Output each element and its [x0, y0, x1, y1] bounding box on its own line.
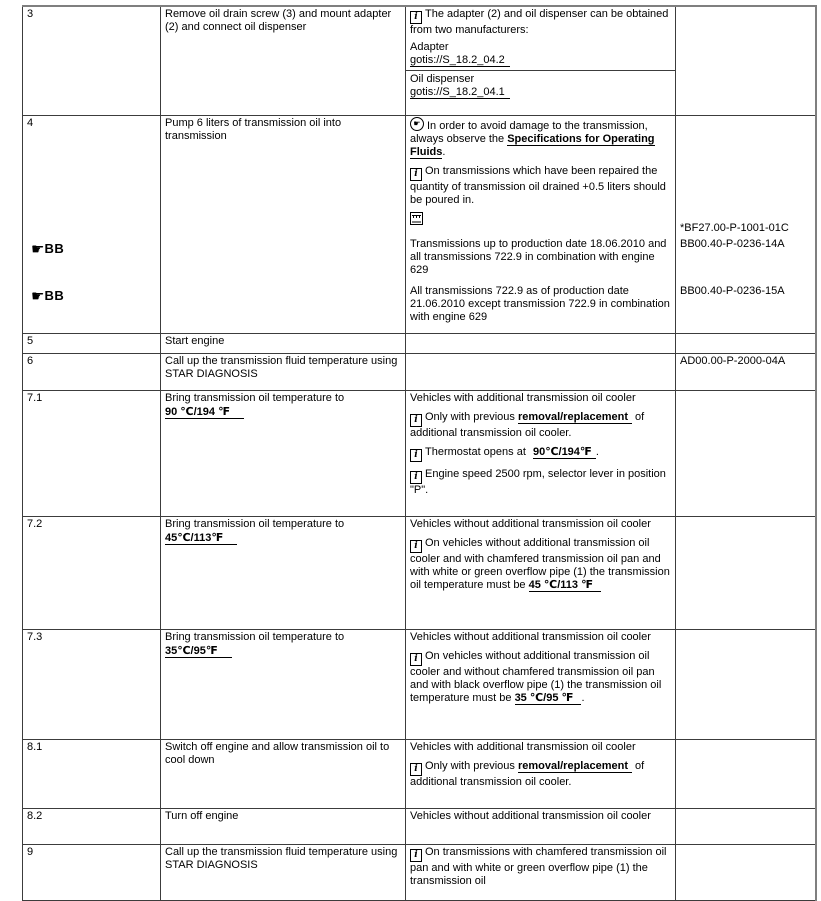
code-cell: [676, 237, 816, 284]
info-icon: i: [410, 653, 422, 666]
info-icon: i: [410, 414, 422, 427]
notes-cell: [406, 334, 676, 354]
info-icon: i: [410, 763, 422, 776]
note-text: .: [595, 446, 599, 458]
note-text: of additional transmission oil cooler.: [410, 760, 645, 788]
gotis-link-adapter[interactable]: gotis://S_18.2_04.2: [410, 54, 510, 67]
procedure-table: [22, 5, 817, 901]
code-cell: [676, 284, 816, 334]
notes-cell: [406, 517, 676, 630]
note-text: Transmissions up to production date 18.06.2010 and all transmissions 722.9 in combination with engine 629: [410, 238, 667, 276]
notes-cell: [406, 809, 676, 845]
note-text: All transmissions 722.9 as of production date 21.06.2010 except transmission 722.9 in combination with engine 629: [410, 285, 670, 323]
table-row-step-4-bb1: [23, 237, 816, 284]
note-text: The adapter (2) and oil dispenser can be obtained from two manufacturers:: [410, 8, 669, 36]
removal-replacement-link[interactable]: removal/replacement: [518, 760, 632, 773]
step-number: 7.1: [27, 392, 43, 404]
step-number: 5: [27, 335, 34, 347]
step-number: 8.1: [27, 741, 43, 753]
action-text: Bring transmission oil temperature to: [165, 518, 345, 530]
note-text: .: [442, 146, 446, 158]
info-icon: i: [410, 168, 422, 181]
note-text: On transmissions which have been repaired the quantity of transmission oil drained +0.5 liters should be poured in.: [410, 165, 666, 206]
warning-paragraph: [410, 117, 671, 159]
table-row-step-8-2: [23, 809, 816, 845]
action-cell: [161, 517, 406, 630]
info-icon: i: [410, 449, 422, 462]
bb-marker: [27, 289, 64, 304]
temperature-value: 90℃/194℉: [533, 446, 596, 459]
table-row-step-3: [23, 6, 816, 116]
action-cell: [161, 116, 406, 238]
pointing-hand-icon: ☛: [31, 241, 45, 258]
code-cell: [676, 809, 816, 845]
note-heading: Vehicles with additional transmission oil cooler: [410, 392, 636, 404]
action-text: Bring transmission oil temperature to: [165, 631, 345, 643]
bb-marker: [27, 242, 64, 257]
code-cell: [676, 391, 816, 517]
removal-replacement-link[interactable]: removal/replacement: [518, 411, 632, 424]
adapter-label: Adapter: [410, 41, 449, 53]
table-row-step-9: [23, 845, 816, 901]
action-cell: [161, 237, 406, 284]
dispenser-label: Oil dispenser: [406, 70, 675, 86]
info-icon: i: [410, 540, 422, 553]
table-row-step-8-1: [23, 740, 816, 809]
document-code: AD00.00-P-2000-04A: [680, 355, 786, 367]
step-number: 6: [27, 355, 34, 367]
table-row-step-7-1: [23, 391, 816, 517]
step-cell: [23, 116, 161, 238]
step-number: 9: [27, 846, 34, 858]
temperature-value: 35℃/95℉: [165, 645, 232, 658]
code-cell: [676, 354, 816, 391]
damage-warning-icon: ☛: [410, 117, 424, 131]
note-text: On transmissions with chamfered transmission oil pan and with white or green overflow pipe (1) the transmission oil: [410, 846, 667, 887]
note-paragraph: [410, 650, 671, 705]
table-row-step-4: [23, 116, 816, 238]
table-row-step-4-bb2: [23, 284, 816, 334]
table-row-step-7-2: [23, 517, 816, 630]
table-row-step-6: [23, 354, 816, 391]
document-code: BB00.40-P-0236-14A: [680, 238, 785, 250]
info-icon: i: [410, 471, 422, 484]
note-paragraph: [410, 446, 671, 462]
temperature-value: 35 ℃/95 ℉: [515, 692, 582, 705]
note-text: .: [581, 692, 585, 704]
info-icon: i: [410, 11, 422, 24]
note-text: Only with previous: [425, 411, 518, 423]
info-icon: i: [410, 849, 422, 862]
step-cell: [23, 740, 161, 809]
table-row-step-5: [23, 334, 816, 354]
step-cell: [23, 809, 161, 845]
notes-cell: [406, 740, 676, 809]
step-cell: [23, 354, 161, 391]
code-cell: [676, 517, 816, 630]
action-text: Start engine: [165, 335, 225, 347]
step-cell: [23, 284, 161, 334]
action-cell: [161, 845, 406, 901]
notes-cell: [406, 845, 676, 901]
note-text: Thermostat opens at: [425, 446, 529, 458]
step-cell: [23, 630, 161, 740]
action-cell: [161, 6, 406, 116]
notes-cell: [406, 237, 676, 284]
note-paragraph: [410, 846, 671, 888]
code-cell: [676, 116, 816, 238]
notes-cell: [406, 391, 676, 517]
note-paragraph: [410, 537, 671, 592]
step-number: 7.3: [27, 631, 43, 643]
note-text: On vehicles without additional transmission oil cooler and without chamfered transmission oil pan and with black overflow pipe (1) the transmission oil temperature must be: [410, 650, 662, 704]
note-paragraph: [410, 760, 671, 789]
action-text: Call up the transmission fluid temperature using STAR DIAGNOSIS: [165, 355, 398, 380]
note-heading: Vehicles with additional transmission oil cooler: [410, 741, 636, 753]
code-cell: [676, 6, 816, 116]
note-text: of additional transmission oil cooler.: [410, 411, 645, 439]
action-cell: [161, 354, 406, 391]
note-text: In order to avoid damage to the transmission, always observe the: [410, 120, 648, 145]
action-cell: [161, 284, 406, 334]
action-cell: [161, 740, 406, 809]
code-cell: [676, 334, 816, 354]
note-heading: Vehicles without additional transmission oil cooler: [410, 810, 651, 822]
action-cell: [161, 630, 406, 740]
code-cell: [676, 740, 816, 809]
operating-fluids-icon: [410, 212, 423, 229]
step-number: 8.2: [27, 810, 43, 822]
step-cell: [23, 391, 161, 517]
action-text: Call up the transmission fluid temperature using STAR DIAGNOSIS: [165, 846, 398, 871]
step-cell: [23, 517, 161, 630]
document-code: BB00.40-P-0236-15A: [680, 285, 785, 297]
temperature-value: 45℃/113℉: [165, 532, 237, 545]
temperature-value: 90 ℃/194 ℉: [165, 406, 244, 419]
action-text: Pump 6 liters of transmission oil into transmission: [165, 117, 342, 142]
notes-cell: [406, 630, 676, 740]
notes-cell: [406, 354, 676, 391]
note-paragraph: [410, 165, 671, 207]
code-cell: [676, 630, 816, 740]
action-text: Switch off engine and allow transmission oil to cool down: [165, 741, 390, 766]
step-number: 7.2: [27, 518, 43, 530]
step-cell: [23, 334, 161, 354]
temperature-value: 45 ℃/113 ℉: [529, 579, 601, 592]
action-text: Bring transmission oil temperature to: [165, 392, 345, 404]
step-cell: [23, 845, 161, 901]
notes-cell: [406, 116, 676, 238]
note-paragraph: [410, 8, 671, 37]
bb-label: BB: [44, 241, 65, 256]
note-paragraph: [410, 411, 671, 440]
step-cell: [23, 6, 161, 116]
note-heading: Vehicles without additional transmission oil cooler: [410, 631, 651, 643]
step-number: 3: [27, 8, 34, 20]
code-cell: [676, 845, 816, 901]
action-cell: [161, 391, 406, 517]
gotis-link-dispenser[interactable]: gotis://S_18.2_04.1: [410, 86, 510, 99]
operating-fluids-link[interactable]: Specifications for Operating Fluids: [410, 133, 655, 158]
step-cell: [23, 237, 161, 284]
note-text: Only with previous: [425, 760, 518, 772]
action-text: Turn off engine: [165, 810, 239, 822]
note-paragraph: [410, 468, 671, 497]
bb-label: BB: [44, 288, 65, 303]
note-text: Engine speed 2500 rpm, selector lever in position "P".: [410, 468, 666, 496]
notes-cell: [406, 284, 676, 334]
note-heading: Vehicles without additional transmission oil cooler: [410, 518, 651, 530]
action-text: Remove oil drain screw (3) and mount adapter (2) and connect oil dispenser: [165, 8, 392, 33]
action-cell: [161, 334, 406, 354]
document-code: *BF27.00-P-1001-01C: [680, 222, 789, 234]
step-number: 4: [27, 117, 34, 129]
action-cell: [161, 809, 406, 845]
pointing-hand-icon: ☛: [31, 288, 45, 305]
note-text: On vehicles without additional transmission oil cooler and with chamfered transmission oil pan and with white or green overflow pipe (1) the transmission oil temperature must be: [410, 537, 670, 591]
notes-cell: [406, 6, 676, 116]
table-row-step-7-3: [23, 630, 816, 740]
